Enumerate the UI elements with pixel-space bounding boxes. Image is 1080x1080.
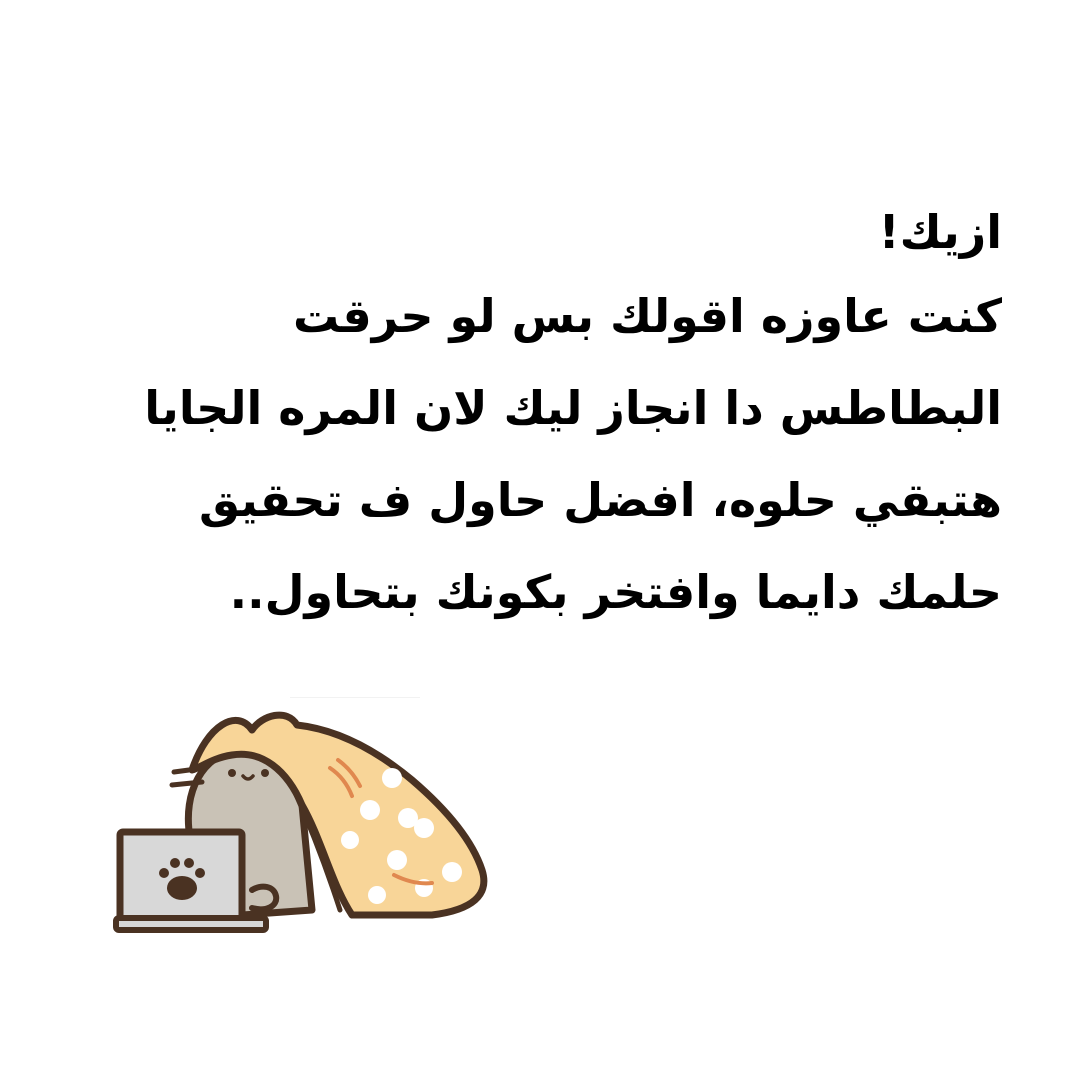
message-line: حلمك دايما وافتخر بكونك بتحاول.. bbox=[229, 565, 1002, 619]
cat-paw bbox=[252, 887, 276, 910]
message-line-greeting: ازيك! bbox=[878, 205, 1002, 259]
cat-eye bbox=[228, 769, 236, 777]
blanket-dot bbox=[387, 850, 407, 870]
blanket-dot bbox=[382, 768, 402, 788]
blanket-dot bbox=[368, 886, 386, 904]
blanket-dot bbox=[360, 800, 380, 820]
laptop-base bbox=[116, 918, 266, 930]
cat-blanket-laptop-illustration bbox=[112, 710, 502, 935]
message-text-block bbox=[144, 205, 1002, 660]
cat-eye bbox=[261, 769, 269, 777]
blanket-dot bbox=[414, 818, 434, 838]
message-line: البطاطس دا انجاز ليك لان المره الجايا bbox=[144, 381, 1002, 435]
message-line: هتبقي حلوه، افضل حاول ف تحقيق bbox=[199, 473, 1002, 527]
blanket-dot bbox=[442, 862, 462, 882]
blanket-dot bbox=[341, 831, 359, 849]
message-line: كنت عاوزه اقولك بس لو حرقت bbox=[292, 289, 1002, 343]
divider bbox=[290, 697, 420, 698]
whisker bbox=[172, 782, 202, 785]
